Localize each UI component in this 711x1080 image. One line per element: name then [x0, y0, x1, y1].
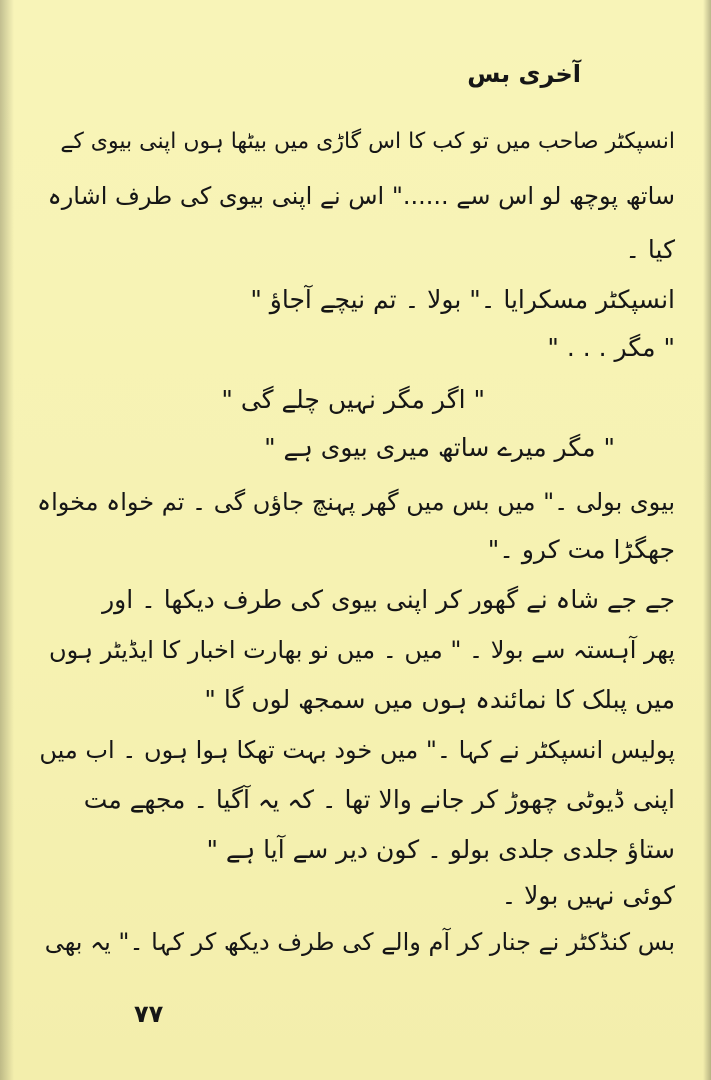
running-head: آخری بس [467, 60, 581, 88]
text-line: انسپکٹر صاحب میں تو کب کا اس گاڑی میں بیٹھا ہوں اپنی بیوی کے [60, 129, 675, 154]
page-gutter-shadow [0, 0, 14, 1080]
text-line: اپنی ڈیوٹی چھوڑ کر جانے والا تھا ۔ کہ یہ آگیا ۔ مجھے مت [83, 785, 675, 814]
text-line: پولیس انسپکٹر نے کہا ۔" میں خود بہت تھکا ہوا ہوں ۔ اب میں [39, 736, 675, 764]
text-line: " اگر مگر نہیں چلے گی " [221, 385, 485, 414]
text-line: بس کنڈکٹر نے جنار کر آم والے کی طرف دیکھ کر کہا ۔" یہ بھی [44, 928, 675, 956]
text-line: بیوی بولی ۔" میں بس میں گھر پہنچ جاؤں گی ۔ تم خواہ مخواہ [37, 488, 675, 516]
text-line: " مگر میرے ساتھ میری بیوی ہے " [264, 433, 615, 462]
text-line: " مگر . . . " [547, 333, 675, 362]
text-line: جے جے شاہ نے گھور کر اپنی بیوی کی طرف دیکھا ۔ اور [102, 585, 675, 614]
page-edge-shadow [703, 0, 711, 1080]
text-line: انسپکٹر مسکرایا ۔" بولا ۔ تم نیچے آجاؤ " [250, 285, 675, 314]
text-line: پھر آہستہ سے بولا ۔ " میں ۔ میں نو بھارت اخبار کا ایڈیٹر ہوں [49, 636, 675, 664]
text-line: ستاؤ جلدی جلدی بولو ۔ کون دیر سے آیا ہے " [206, 835, 675, 864]
text-line: کیا ۔ [625, 235, 675, 264]
text-line: کوئی نہیں بولا ۔ [501, 881, 675, 910]
text-line: میں پبلک کا نمائندہ ہوں میں سمجھ لوں گا " [204, 685, 675, 714]
text-line: ساتھ پوچھ لو اس سے ......" اس نے اپنی بیوی کی طرف اشارہ [47, 182, 675, 210]
page-number: ۷۷ [134, 1000, 164, 1028]
text-line: جھگڑا مت کرو ۔" [487, 535, 675, 564]
